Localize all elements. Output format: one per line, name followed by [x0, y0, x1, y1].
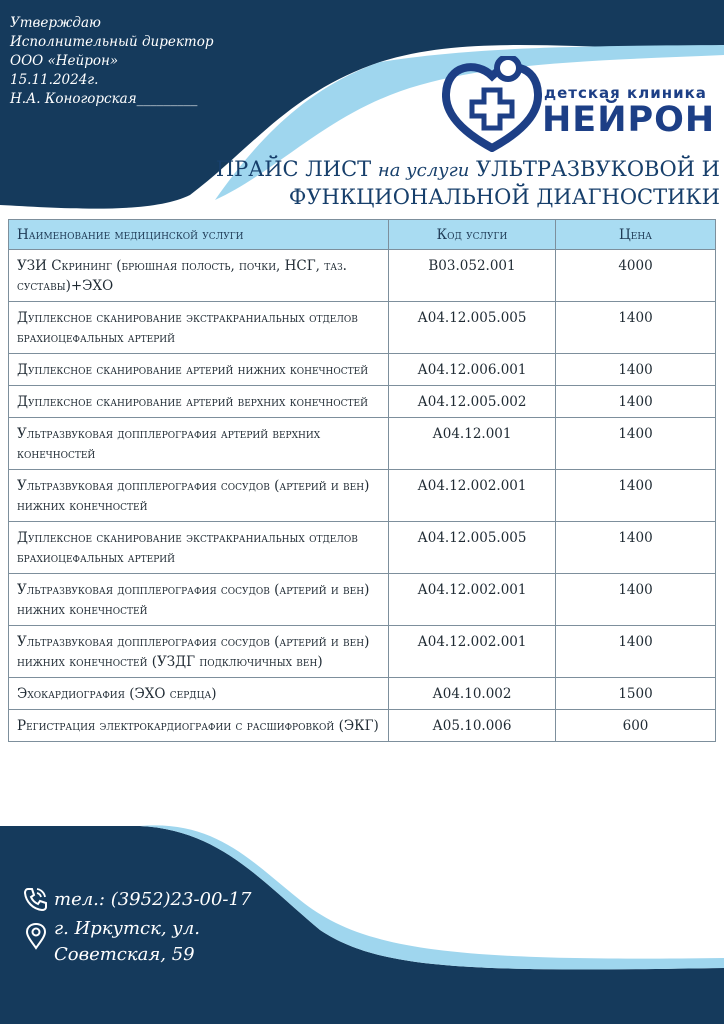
service-code: А04.12.005.005 [389, 522, 556, 574]
title-part1: ПРАЙС ЛИСТ [215, 157, 372, 181]
table-row [9, 354, 716, 386]
service-code: А04.12.001 [389, 418, 556, 470]
location-pin-icon [25, 922, 47, 950]
logo-name: НЕЙРОН [542, 100, 716, 140]
service-name: Дуплексное сканирование экстракраниальных отделов брахиоцефальных артерий [9, 522, 389, 574]
table-row [9, 626, 716, 678]
service-name: Дуплексное сканирование экстракраниальных отделов брахиоцефальных артерий [9, 302, 389, 354]
service-price: 1500 [556, 678, 716, 710]
price-table [8, 219, 716, 742]
service-name: УЗИ Скрининг (брюшная полость, почки, НСГ, таз. суставы)+ЭХО [9, 250, 389, 302]
service-price: 1400 [556, 386, 716, 418]
service-price: 1400 [556, 354, 716, 386]
service-code: А04.12.006.001 [389, 354, 556, 386]
title-part2: на услуги [377, 160, 470, 181]
approval-date: 15.11.2024г. [10, 72, 99, 88]
service-name: Ультразвуковая допплерография сосудов (артерий и вен) нижних конечностей [9, 470, 389, 522]
service-code: А05.10.006 [389, 710, 556, 742]
service-price: 1400 [556, 626, 716, 678]
service-name: Дуплексное сканирование артерий верхних конечностей [9, 386, 389, 418]
service-name: Ультразвуковая допплерография сосудов (артерий и вен) нижних конечностей (УЗДГ подключичных вен) [9, 626, 389, 678]
table-row [9, 574, 716, 626]
table-header-row [9, 220, 716, 250]
service-name: Регистрация электрокардиографии с расшифровкой (ЭКГ) [9, 710, 389, 742]
table-row [9, 418, 716, 470]
table-row [9, 710, 716, 742]
service-code: А04.12.005.005 [389, 302, 556, 354]
service-code: А04.12.002.001 [389, 626, 556, 678]
title-part3: УЛЬТРАЗВУКОВОЙ И [475, 157, 720, 181]
approval-signature: Н.А. Коногорская_________ [10, 91, 198, 107]
service-name: Ультразвуковая допплерография сосудов (артерий и вен) нижних конечностей [9, 574, 389, 626]
service-price: 4000 [556, 250, 716, 302]
service-code: А04.12.002.001 [389, 574, 556, 626]
service-price: 1400 [556, 470, 716, 522]
contact-address-line1: г. Иркутск, ул. [54, 918, 200, 939]
header-service-code: Код услуги [389, 220, 556, 250]
table-row [9, 678, 716, 710]
service-name: Ультразвуковая допплерография артерий верхних конечностей [9, 418, 389, 470]
service-price: 1400 [556, 302, 716, 354]
approval-title: Утверждаю [10, 15, 101, 31]
service-price: 1400 [556, 574, 716, 626]
service-code: В03.052.001 [389, 250, 556, 302]
service-code: А04.12.002.001 [389, 470, 556, 522]
phone-icon [22, 886, 48, 912]
clinic-logo-icon [442, 56, 542, 152]
header-service-name: Наименование медицинской услуги [9, 220, 389, 250]
title-line2: ФУНКЦИОНАЛЬНОЙ ДИАГНОСТИКИ [288, 185, 720, 209]
contact-phone: тел.: (3952)23-00-17 [54, 889, 252, 910]
service-price: 1400 [556, 522, 716, 574]
approval-company: ООО «Нейрон» [10, 53, 119, 69]
service-code: А04.10.002 [389, 678, 556, 710]
header-price: Цена [556, 220, 716, 250]
service-name: Эхокардиография (ЭХО сердца) [9, 678, 389, 710]
service-code: А04.12.005.002 [389, 386, 556, 418]
page-title [216, 156, 720, 210]
table-row [9, 302, 716, 354]
table-row [9, 250, 716, 302]
approval-block [10, 14, 213, 109]
table-row [9, 522, 716, 574]
table-row [9, 386, 716, 418]
approval-position: Исполнительный директор [10, 34, 214, 50]
logo-subtitle: детская клиника [544, 84, 707, 102]
service-name: Дуплексное сканирование артерий нижних конечностей [9, 354, 389, 386]
service-price: 600 [556, 710, 716, 742]
table-row [9, 470, 716, 522]
service-price: 1400 [556, 418, 716, 470]
contact-address-line2: Советская, 59 [54, 944, 195, 965]
